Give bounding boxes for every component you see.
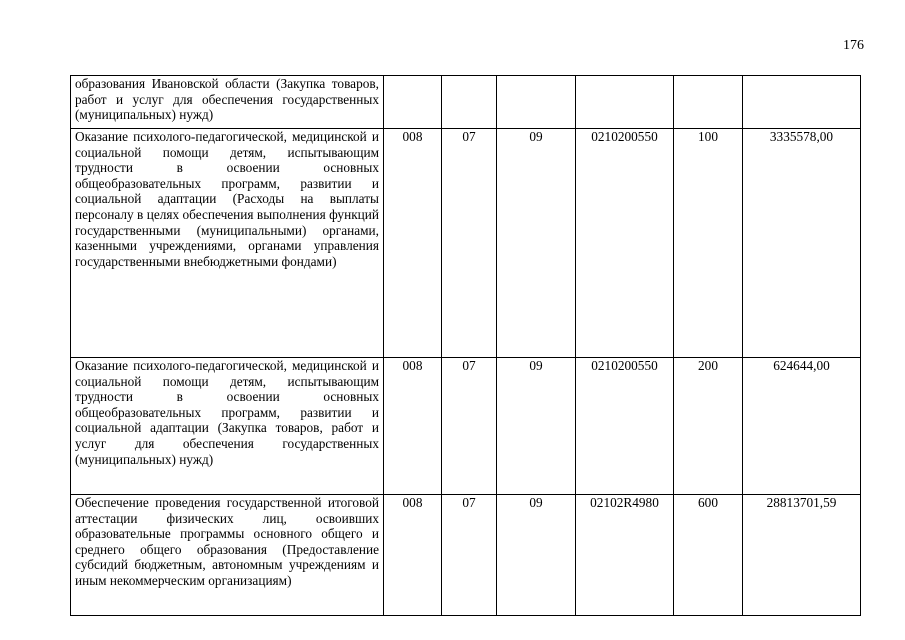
section-code-cell: 07 [442,358,497,495]
budget-table [70,75,861,616]
amount-cell: 28813701,59 [743,495,861,616]
expense-type-cell [674,76,743,129]
description-cell: образования Ивановской области (Закупка товаров, работ и услуг для обеспечения государственных (муниципальных) нужд) [71,76,384,129]
expense-type-cell: 100 [674,129,743,358]
target-article-cell: 0210200550 [576,129,674,358]
amount-cell [743,76,861,129]
ministry-code-cell: 008 [384,358,442,495]
expense-type-cell: 200 [674,358,743,495]
section-code-cell: 07 [442,495,497,616]
subsection-code-cell [497,76,576,129]
subsection-code-cell: 09 [497,129,576,358]
section-code-cell: 07 [442,129,497,358]
ministry-code-cell: 008 [384,129,442,358]
subsection-code-cell: 09 [497,358,576,495]
table-row [71,129,861,358]
amount-cell: 624644,00 [743,358,861,495]
description-cell: Оказание психолого-педагогической, медицинской и социальной помощи детям, испытывающим трудности в освоении основных общеобразовательных программ, развитии и социальной адаптации (Закупка товаров, работ и услуг для обеспечения государственных (муниципальных) нужд) [71,358,384,495]
table-row [71,358,861,495]
ministry-code-cell [384,76,442,129]
page-number: 176 [843,38,864,53]
description-cell: Обеспечение проведения государственной итоговой аттестации физических лиц, освоивших образовательные программы основного общего и среднего общего образования (Предоставление субсидий бюджетным, автономным учреждениям и иным некоммерческим организациям) [71,495,384,616]
expense-type-cell: 600 [674,495,743,616]
target-article-cell: 0210200550 [576,358,674,495]
amount-cell: 3335578,00 [743,129,861,358]
target-article-cell [576,76,674,129]
ministry-code-cell: 008 [384,495,442,616]
description-cell: Оказание психолого-педагогической, медицинской и социальной помощи детям, испытывающим трудности в освоении основных общеобразовательных программ, развитии и социальной адаптации (Расходы на выплаты персоналу в целях обеспечения выполнения функций государственными (муниципальными) органами, казенными учреждениями, органами управления государственными внебюджетными фондами) [71,129,384,358]
table-row [71,495,861,616]
table-row [71,76,861,129]
subsection-code-cell: 09 [497,495,576,616]
target-article-cell: 02102R4980 [576,495,674,616]
section-code-cell [442,76,497,129]
